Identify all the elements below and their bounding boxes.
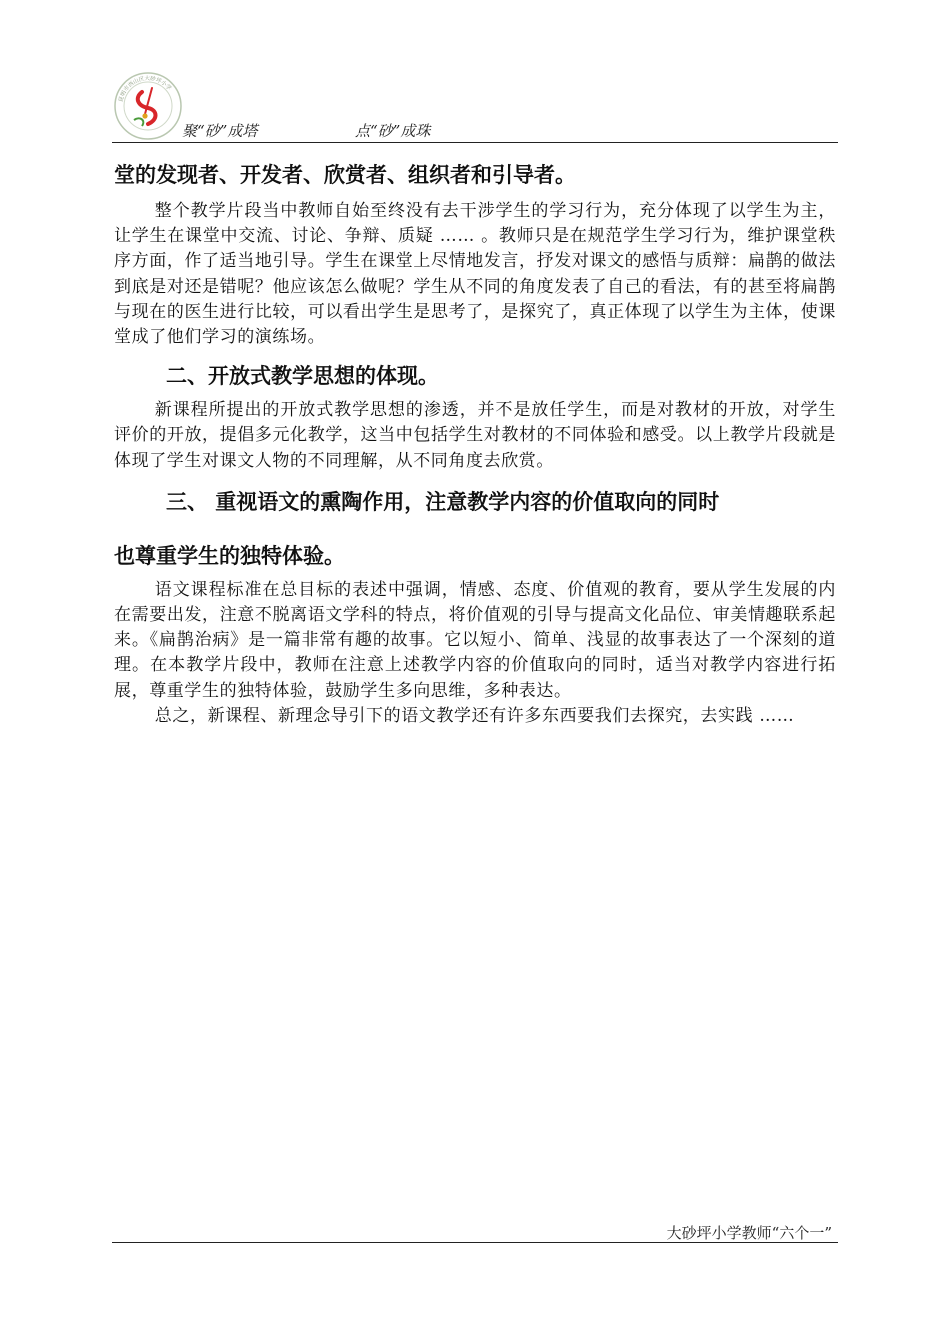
page-footer: [112, 1220, 838, 1250]
section-heading-3-line-2: 也尊重学生的独特体验。: [114, 543, 345, 568]
document-body: [114, 155, 836, 729]
logo-lettering: 昆明市西山区大砂坪小学: [118, 75, 172, 103]
paragraph-1: 整个教学片段当中教师自始至终没有去干涉学生的学习行为，充分体现了以学生为主，让学生在课堂中交流、讨论、争辩、质疑 …… 。教师只是在规范学生学习行为，维护课堂秩序方面，作了适当地引导。学生在课堂上尽情地发言，抒发对课文的感悟与质辩：扁鹊的做法到底是对还是错呢？他应该怎么做呢？学生从不同的角度发表了自己的看法，有的甚至将扁鹊与现在的医生进行比较，可以看出学生是思考了，是探究了，真正体现了以学生为主体，使课堂成了他们学习的演练场。: [114, 201, 836, 348]
header-divider: [112, 142, 838, 143]
paragraph-4: 总之，新课程、新理念导引下的语文教学还有许多东西要我们去探究，去实践 ……: [154, 705, 795, 726]
section-heading-3-line-1: 三、 重视语文的熏陶作用，注意教学内容的价值取向的同时: [166, 489, 720, 514]
footer-divider: [112, 1242, 838, 1243]
section-heading-2: 二、开放式教学思想的体现。: [166, 364, 439, 389]
lead-heading: 堂的发现者、开发者、欣赏者、组织者和引导者。: [114, 163, 576, 187]
paragraph-2: 新课程所提出的开放式教学思想的渗透，并不是放任学生，而是对教材的开放，对学生评价的开放，提倡多元化教学，这当中包括学生对教材的不同体验和感受。以上教学片段就是体现了学生对课文人物的不同理解，从不同角度去欣赏。: [114, 400, 836, 471]
motto-left: 聚“砂”成塔: [182, 122, 258, 140]
school-logo-icon: [112, 70, 184, 142]
page-header: [112, 70, 838, 146]
paragraph-3: 语文课程标准在总目标的表述中强调，情感、态度、价值观的教育，要从学生发展的内在需要出发，注意不脱离语文学科的特点，将价值观的引导与提高文化品位、审美情趣联系起来。《扁鹊治病》是一篇非常有趣的故事。它以短小、简单、浅显的故事表达了一个深刻的道理。在本教学片段中，教师在注意上述教学内容的价值取向的同时，适当对教学内容进行拓展，尊重学生的独特体验，鼓励学生多向思维，多种表达。: [114, 579, 836, 701]
footer-text: 大砂坪小学教师“六个一”: [666, 1224, 832, 1242]
motto-right: 点“砂”成珠: [355, 122, 431, 140]
